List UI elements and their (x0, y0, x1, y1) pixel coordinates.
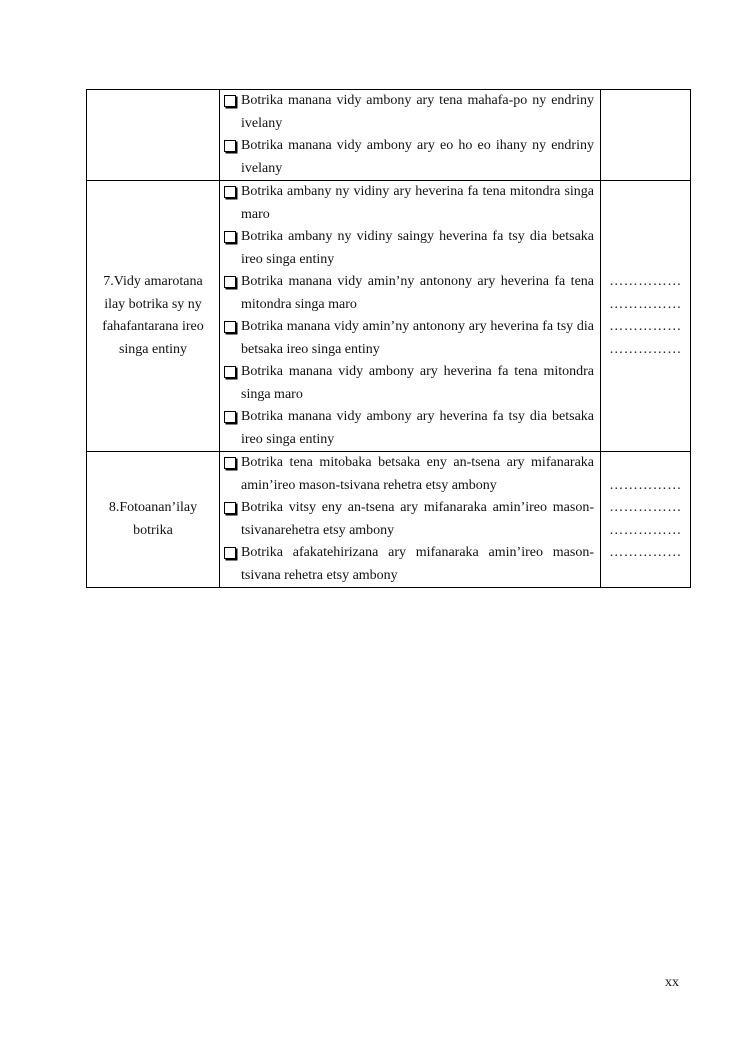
answer-dotted-line: …………… (609, 500, 682, 515)
checkbox-icon[interactable] (224, 231, 236, 243)
option-text: Botrika manana vidy ambony ary heverina fa tsy dia betsaka ireo singa entiny (241, 409, 594, 447)
list-item (222, 90, 594, 135)
option-text: Botrika ambany ny vidiny ary heverina fa tena mitondra singa maro (241, 184, 594, 222)
checkbox-icon[interactable] (224, 411, 236, 423)
criterion-label: 8.Fotoanan’ilay botrika (87, 452, 220, 588)
table-row (87, 90, 691, 181)
checkbox-icon[interactable] (224, 95, 236, 107)
page-number: xx (665, 975, 679, 990)
answer-cell[interactable] (601, 452, 691, 588)
list-item (222, 316, 594, 361)
list-item (222, 135, 594, 180)
option-text: Botrika manana vidy amin’ny antonony ary heverina fa tena mitondra singa maro (241, 274, 594, 312)
options-list (220, 181, 601, 452)
answer-cell[interactable] (601, 181, 691, 452)
answer-dotted-line: …………… (609, 341, 682, 357)
option-text: Botrika manana vidy ambony ary eo ho eo ihany ny endriny ivelany (241, 138, 594, 176)
list-item (222, 497, 594, 542)
answer-dotted-line: …………… (609, 522, 682, 538)
table-row (87, 181, 691, 452)
checkbox-icon[interactable] (224, 276, 236, 288)
option-text: Botrika ambany ny vidiny saingy heverina fa tsy dia betsaka ireo singa entiny (241, 229, 594, 267)
list-item (222, 271, 594, 316)
list-item (222, 181, 594, 226)
checkbox-icon[interactable] (224, 502, 236, 514)
table-row (87, 452, 691, 588)
list-item (222, 452, 594, 497)
option-text: Botrika afakatehirizana ary mifanaraka amin’ireo mason-tsivana rehetra etsy ambony (241, 545, 594, 583)
answer-dotted-line: …………… (609, 545, 682, 560)
questionnaire-table (86, 89, 691, 588)
list-item (222, 361, 594, 406)
answer-dotted-line: …………… (609, 274, 682, 289)
checkbox-icon[interactable] (224, 140, 236, 152)
list-item (222, 226, 594, 271)
list-item (222, 406, 594, 451)
criterion-label: 7.Vidy amarotana ilay botrika sy ny fahafantarana ireo singa entiny (87, 181, 220, 452)
checkbox-icon[interactable] (224, 366, 236, 378)
checkbox-icon[interactable] (224, 321, 236, 333)
criterion-label (87, 90, 220, 181)
checkbox-icon[interactable] (224, 186, 236, 198)
options-list (220, 90, 601, 181)
option-text: Botrika tena mitobaka betsaka eny an-tsena ary mifanaraka amin’ireo mason-tsivana rehetra etsy ambony (241, 455, 594, 493)
option-text: Botrika manana vidy ambony ary heverina fa tena mitondra singa maro (241, 364, 594, 402)
list-item (222, 542, 594, 587)
option-text: Botrika manana vidy ambony ary tena mahafa-po ny endriny ivelany (241, 93, 594, 131)
options-list (220, 452, 601, 588)
answer-dotted-line: …………… (609, 319, 682, 334)
option-text: Botrika vitsy eny an-tsena ary mifanaraka amin’ireo mason-tsivanarehetra etsy ambony (241, 500, 594, 538)
answer-cell (601, 90, 691, 181)
checkbox-icon[interactable] (224, 457, 236, 469)
option-text: Botrika manana vidy amin’ny antonony ary heverina fa tsy dia betsaka ireo singa entiny (241, 319, 594, 357)
checkbox-icon[interactable] (224, 547, 236, 559)
answer-dotted-line: …………… (609, 477, 682, 493)
answer-dotted-line: …………… (609, 296, 682, 312)
